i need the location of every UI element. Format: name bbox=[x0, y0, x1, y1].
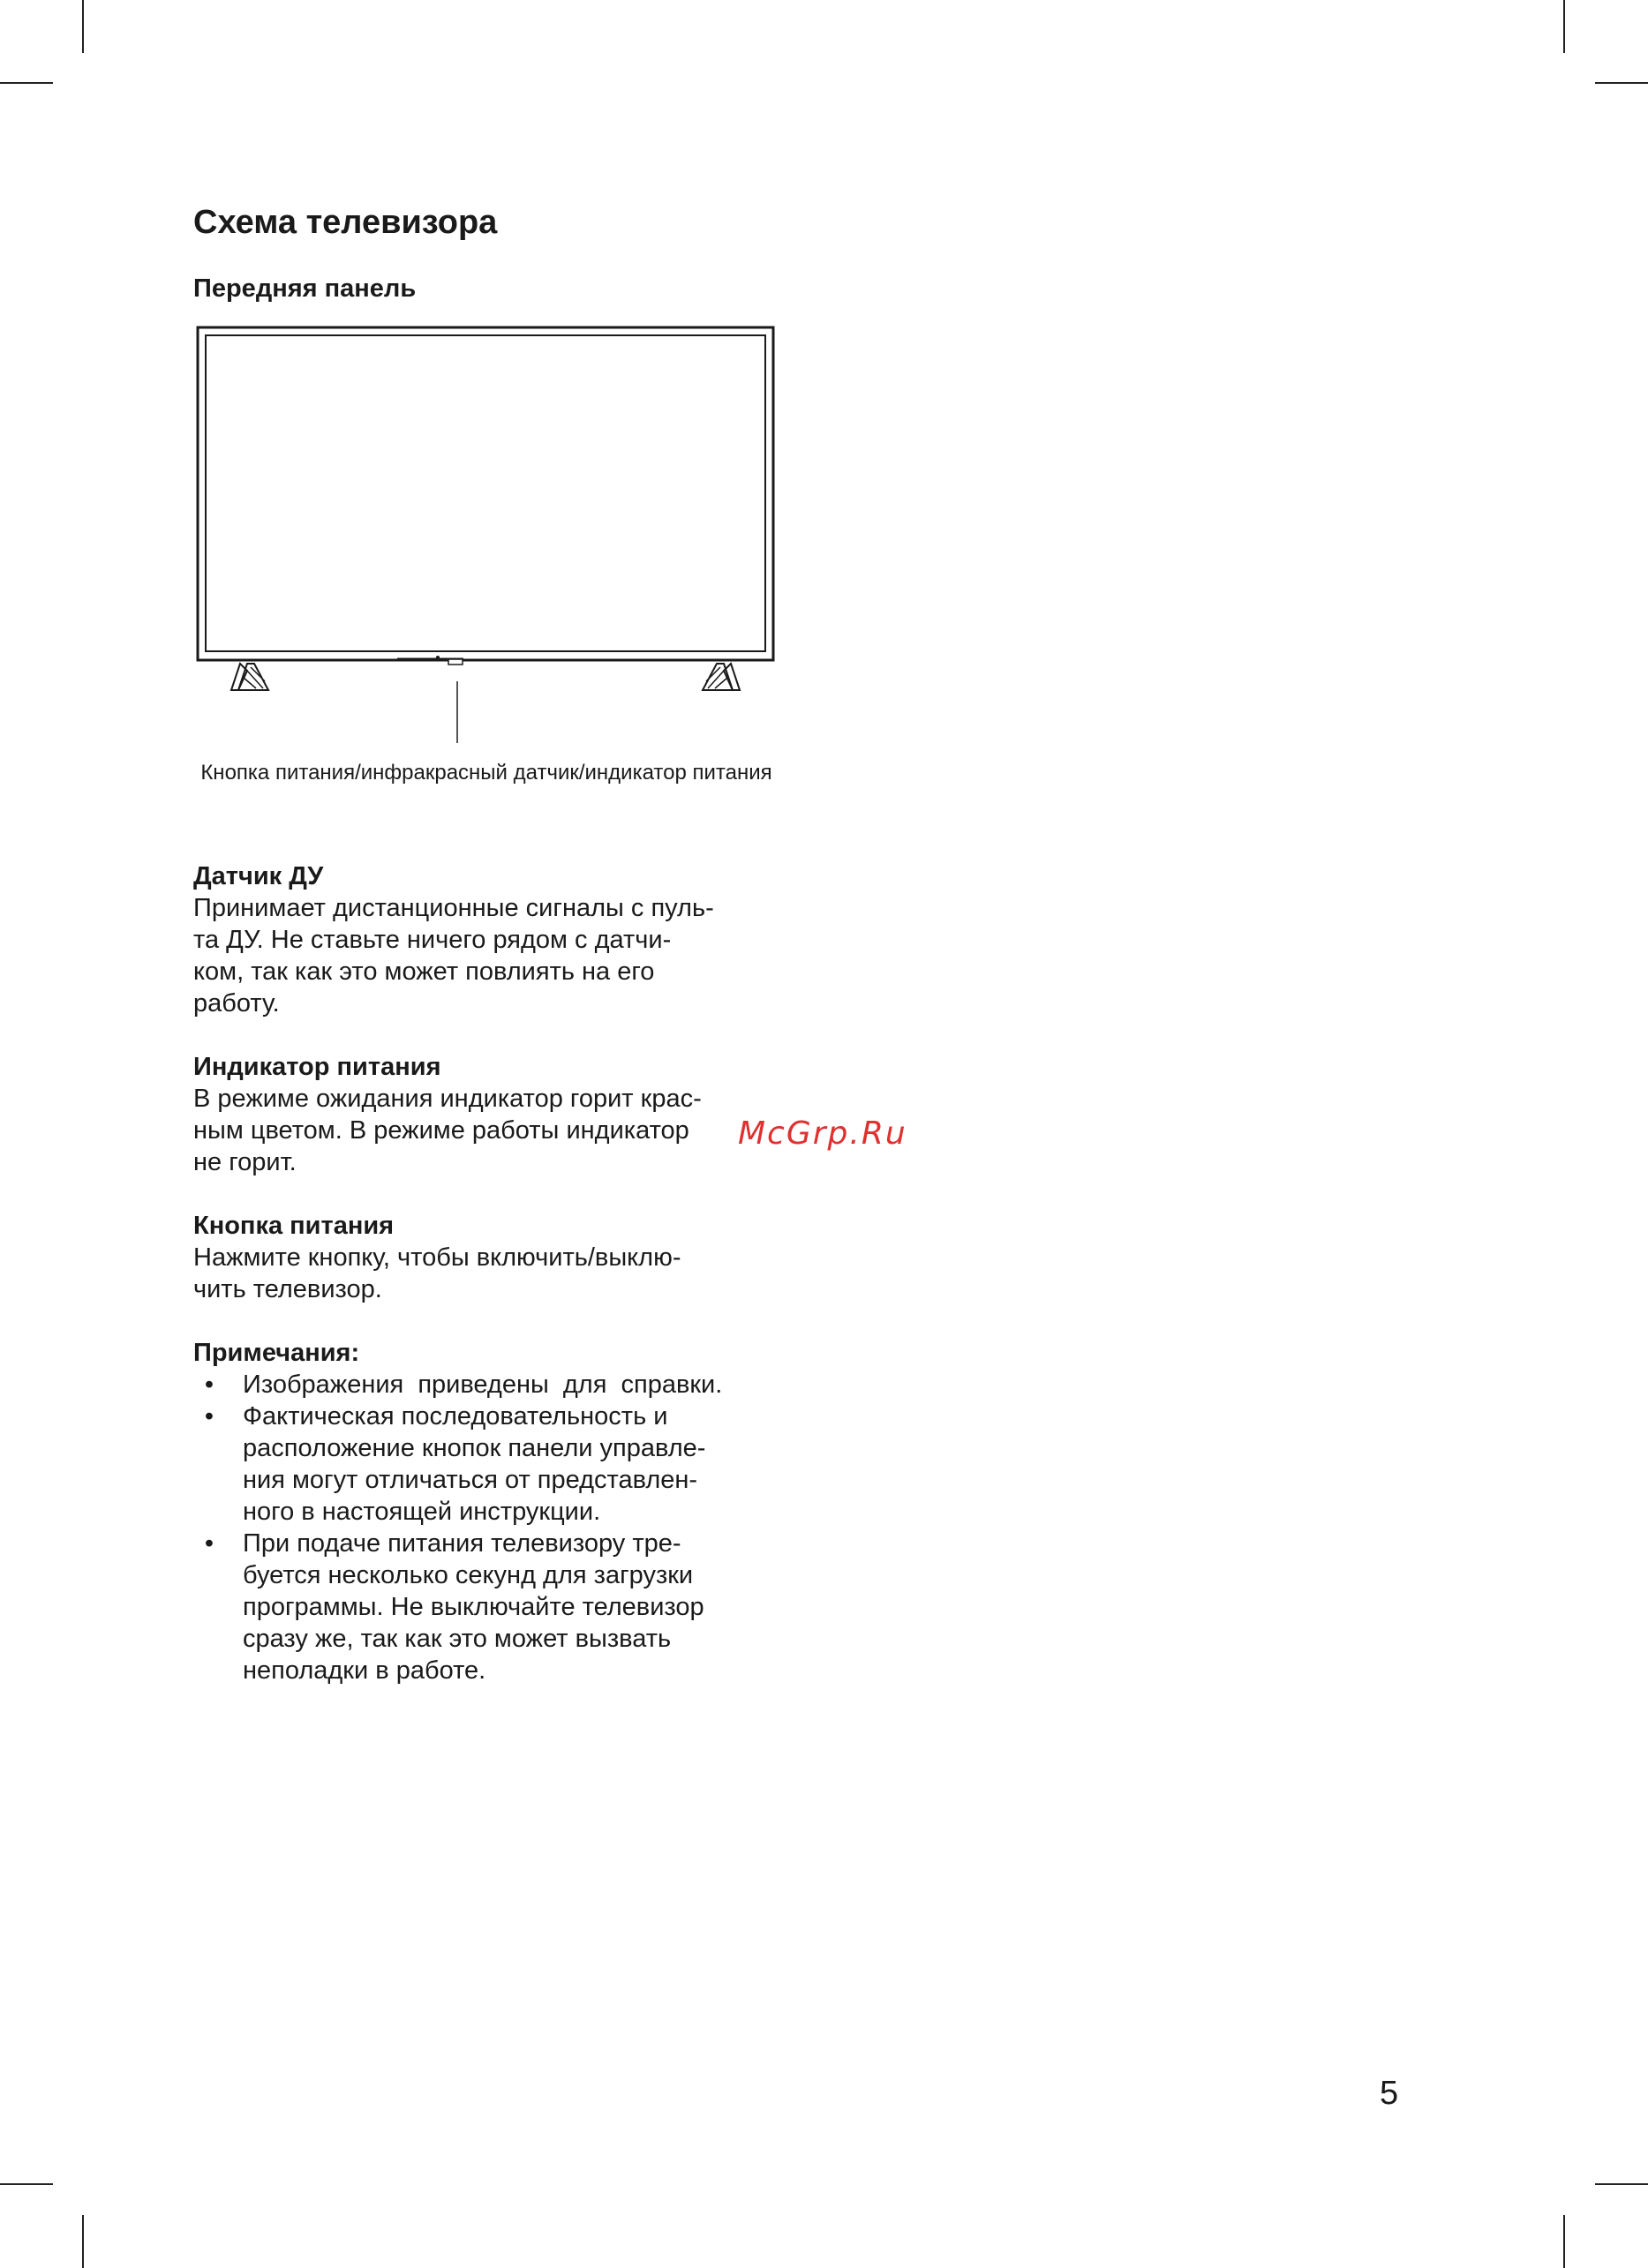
text-line: неполадки в работе. bbox=[243, 1656, 486, 1685]
text-line: В режиме ожидания индикатор горит крас- bbox=[193, 1085, 702, 1113]
figure-caption: Кнопка питания/инфракрасный датчик/индикатор питания bbox=[200, 761, 772, 785]
tv-front-panel-illustration bbox=[177, 318, 794, 750]
bullet: • bbox=[204, 1529, 214, 1558]
notes-list bbox=[193, 1369, 785, 1686]
bullet: • bbox=[204, 1371, 214, 1399]
crop-mark bbox=[1563, 2215, 1565, 2268]
crop-mark bbox=[1595, 2183, 1648, 2185]
section-notes bbox=[193, 1337, 785, 1686]
watermark-link[interactable]: McGrp.Ru bbox=[738, 1115, 907, 1152]
list-item bbox=[193, 1401, 785, 1528]
crop-mark bbox=[82, 2215, 84, 2268]
tv-screen bbox=[206, 335, 765, 651]
section-title: Примечания: bbox=[193, 1339, 360, 1367]
list-item bbox=[193, 1369, 785, 1401]
text-line: работу. bbox=[193, 989, 280, 1018]
text-line: При подаче питания телевизору тре- bbox=[243, 1529, 681, 1558]
text-line: ным цветом. В режиме работы индикатор bbox=[193, 1116, 689, 1145]
text-line: та ДУ. Не ставьте ничего рядом с датчи- bbox=[193, 926, 672, 954]
text-line: ного в настоящей инструкции. bbox=[243, 1498, 601, 1526]
text-line: Фактическая последовательность и bbox=[243, 1402, 668, 1431]
text-line: ком, так как это может повлиять на его bbox=[193, 958, 655, 986]
page-number: 5 bbox=[1380, 2075, 1399, 2112]
crop-mark bbox=[0, 2183, 53, 2185]
section-body bbox=[193, 892, 785, 1019]
section-title: Кнопка питания bbox=[193, 1212, 395, 1240]
section-power-button bbox=[193, 1210, 785, 1305]
section-remote-sensor bbox=[193, 860, 785, 1019]
section-title: Датчик ДУ bbox=[193, 862, 324, 890]
crop-mark bbox=[1595, 82, 1648, 84]
text-line: ния могут отличаться от представлен- bbox=[243, 1466, 698, 1494]
bullet: • bbox=[204, 1402, 214, 1431]
text-line: Изображения приведены для справки. bbox=[243, 1371, 723, 1399]
text-line: чить телевизор. bbox=[193, 1275, 382, 1303]
text-line: Принимает дистанционные сигналы с пуль- bbox=[193, 894, 714, 922]
crop-mark bbox=[82, 0, 84, 53]
power-button-sensor bbox=[448, 659, 463, 665]
text-line: Нажмите кнопку, чтобы включить/выклю- bbox=[193, 1243, 681, 1272]
crop-mark bbox=[0, 82, 53, 84]
section-subtitle-front-panel: Передняя панель bbox=[193, 274, 417, 303]
section-title: Индикатор питания bbox=[193, 1053, 441, 1081]
crop-mark bbox=[1563, 0, 1565, 53]
text-line: не горит. bbox=[193, 1148, 297, 1176]
text-line: буется несколько секунд для загрузки bbox=[243, 1561, 694, 1589]
text-line: программы. Не выключайте телевизор bbox=[243, 1593, 704, 1621]
section-body bbox=[193, 1242, 785, 1305]
tv-stand-right bbox=[703, 664, 740, 690]
power-indicator-dot bbox=[436, 656, 440, 659]
page-title: Схема телевизора bbox=[193, 204, 498, 241]
section-power-indicator bbox=[193, 1051, 785, 1178]
section-body bbox=[193, 1083, 785, 1178]
list-item bbox=[193, 1528, 785, 1686]
tv-stand-left bbox=[231, 664, 268, 690]
text-line: расположение кнопок панели управле- bbox=[243, 1434, 706, 1462]
text-line: сразу же, так как это может вызвать bbox=[243, 1625, 672, 1653]
